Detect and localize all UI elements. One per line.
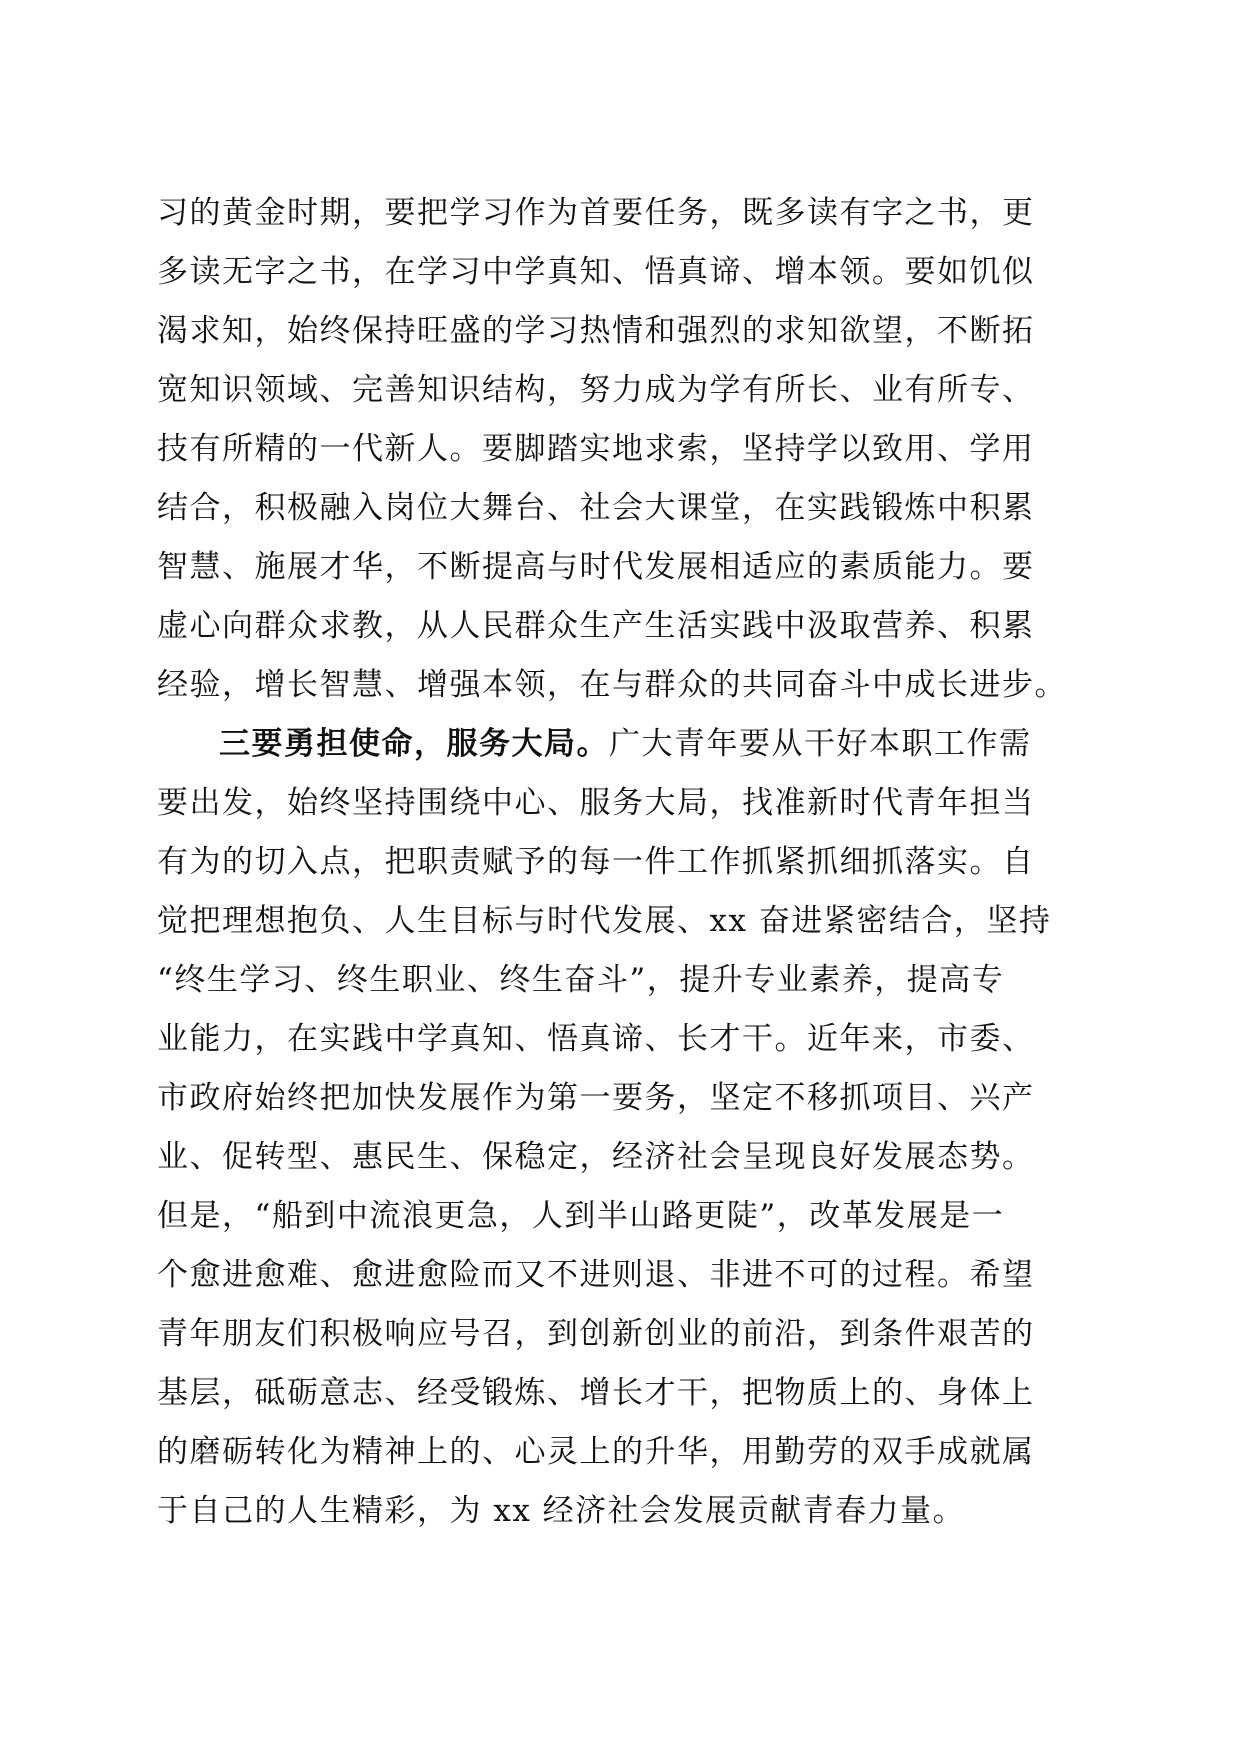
text-line-9: 经验，增长智慧、增强本领，在与群众的共同奋斗中成长进步。 — [157, 667, 1067, 703]
section-3-line-7: 业、促转型、惠民生、保稳定，经济社会呈现良好发展态势。 — [157, 1139, 1035, 1175]
section-3-heading: 三要勇担使命，服务大局。 — [219, 726, 609, 762]
section-3-line-6: 市政府始终把加快发展作为第一要务，坚定不移抓项目、兴产 — [157, 1080, 1035, 1116]
section-3-line-3: 觉把理想抱负、人生目标与时代发展、xx 奋进紧密结合，坚持 — [157, 903, 1052, 939]
section-3-line-9: 个愈进愈难、愈进愈险而又不进则退、非进不可的过程。希望 — [157, 1257, 1035, 1293]
text-line-5: 技有所精的一代新人。要脚踏实地求索，坚持学以致用、学用 — [157, 431, 1035, 467]
section-3-first-line — [157, 715, 1097, 774]
text-line-8: 虚心向群众求教，从人民群众生产生活实践中汲取营养、积累 — [157, 608, 1035, 644]
section-3-line-12: 的磨砺转化为精神上的、心灵上的升华，用勤劳的双手成就属 — [157, 1434, 1035, 1470]
text-line-7: 智慧、施展才华，不断提高与时代发展相适应的素质能力。要 — [157, 549, 1035, 585]
section-3-line-4: “终生学习、终生职业、终生奋斗”，提升专业素养，提高专 — [157, 962, 1005, 998]
section-3-line-1: 要出发，始终坚持围绕中心、服务大局，找准新时代青年担当 — [157, 785, 1035, 821]
section-3-line-10: 青年朋友们积极响应号召，到创新创业的前沿，到条件艰苦的 — [157, 1316, 1035, 1352]
section-3-line-8: 但是，“船到中流浪更急，人到半山路更陡”，改革发展是一 — [157, 1198, 1005, 1234]
section-3-line-13: 于自己的人生精彩，为 xx 经济社会发展贡献青春力量。 — [157, 1493, 966, 1529]
document-body — [157, 184, 1097, 1541]
text-line-1: 习的黄金时期，要把学习作为首要任务，既多读有字之书，更 — [157, 195, 1035, 231]
text-line-4: 宽知识领域、完善知识结构，努力成为学有所长、业有所专、 — [157, 372, 1035, 408]
section-3-line-11: 基层，砥砺意志、经受锻炼、增长才干，把物质上的、身体上 — [157, 1375, 1035, 1411]
text-line-2: 多读无字之书，在学习中学真知、悟真谛、增本领。要如饥似 — [157, 254, 1035, 290]
text-line-6: 结合，积极融入岗位大舞台、社会大课堂，在实践锻炼中积累 — [157, 490, 1035, 526]
section-3-line-5: 业能力，在实践中学真知、悟真谛、长才干。近年来，市委、 — [157, 1021, 1035, 1057]
section-3-first-line-text: 广大青年要从干好本职工作需 — [609, 726, 1032, 762]
section-3-line-2: 有为的切入点，把职责赋予的每一件工作抓紧抓细抓落实。自 — [157, 844, 1035, 880]
text-line-3: 渴求知，始终保持旺盛的学习热情和强烈的求知欲望，不断拓 — [157, 313, 1035, 349]
